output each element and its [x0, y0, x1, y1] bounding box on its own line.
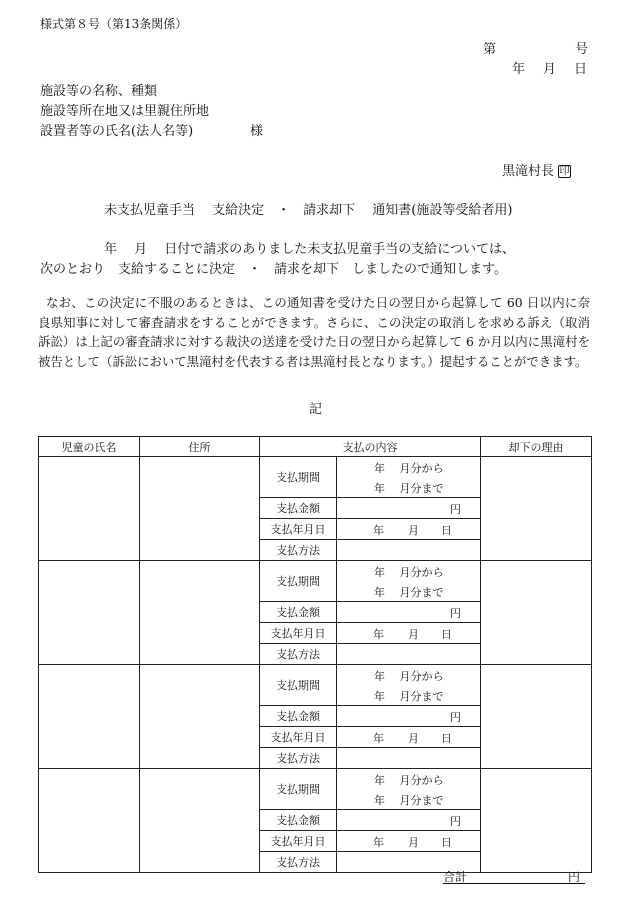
- method-cell[interactable]: [337, 748, 481, 769]
- period-to: 年 月分まで: [374, 794, 444, 807]
- method-label: 支払方法: [260, 852, 337, 873]
- date-day: 日: [574, 62, 588, 77]
- pay-month: 月: [408, 628, 419, 641]
- issuer: [502, 160, 571, 179]
- amount-cell[interactable]: [337, 602, 481, 623]
- child-name-cell[interactable]: [39, 561, 140, 665]
- period-to: 年 月分まで: [374, 586, 444, 599]
- payment-date-cell[interactable]: [337, 727, 481, 748]
- payment-date-cell[interactable]: [337, 831, 481, 852]
- document-title: 未支払児童手当 支給決定 ・ 請求却下 通知書(施設等受給者用): [104, 203, 513, 218]
- method-label: 支払方法: [260, 644, 337, 665]
- method-label: 支払方法: [260, 748, 337, 769]
- amount-cell[interactable]: [337, 498, 481, 519]
- amount-label: 支払金額: [260, 706, 337, 727]
- seal-mark: 印: [559, 166, 570, 177]
- method-cell[interactable]: [337, 540, 481, 561]
- form-number: 様式第８号（第13条関係）: [40, 17, 188, 31]
- period-to: 年 月分まで: [374, 690, 444, 703]
- pay-day: 日: [441, 628, 452, 641]
- yen-unit: 円: [450, 711, 461, 724]
- amount-label: 支払金額: [260, 498, 337, 519]
- pay-year: 年: [373, 628, 384, 641]
- address-cell[interactable]: [140, 457, 260, 561]
- table-row: [39, 457, 592, 478]
- header-rejection-reason: 却下の理由: [481, 437, 592, 457]
- address-cell[interactable]: [140, 561, 260, 665]
- rejection-reason-cell[interactable]: [481, 665, 592, 769]
- appeal-notice: なお、この決定に不服のあるときは、この通知書を受けた日の翌日から起算して 60 日以内に奈良県知事に対して審査請求をすることができます。さらに、この決定の取消しを求める訴え（取消訴訟）は上記の審査請求に対する裁決の送達を受けた日の翌日から起算して 6 か月以内に黒滝村を被告として（訴訟において黒滝村を代表する者は黒滝村長となります。）提起することができます。: [38, 295, 590, 369]
- period-to-cell[interactable]: [337, 581, 481, 602]
- yen-unit: 円: [450, 815, 461, 828]
- pay-day: 日: [441, 836, 452, 849]
- ki-heading: 記: [309, 402, 323, 417]
- intro-line-2: 次のとおり 支給することに決定 ・ 請求を却下 しましたので通知します。: [40, 262, 507, 277]
- date-label: 支払年月日: [260, 519, 337, 540]
- date-month: 月: [543, 62, 557, 77]
- date-label: 支払年月日: [260, 831, 337, 852]
- period-from-cell[interactable]: [337, 769, 481, 790]
- pay-month: 月: [408, 732, 419, 745]
- rejection-reason-cell[interactable]: [481, 769, 592, 873]
- payment-table: [38, 436, 592, 873]
- amount-label: 支払金額: [260, 602, 337, 623]
- pay-year: 年: [373, 732, 384, 745]
- amount-cell[interactable]: [337, 810, 481, 831]
- table-header-row: [39, 437, 592, 457]
- child-name-cell[interactable]: [39, 665, 140, 769]
- table-row: [39, 561, 592, 582]
- pay-month: 月: [408, 524, 419, 537]
- doc-number-dai: 第: [483, 42, 497, 57]
- doc-number-go: 号: [575, 42, 589, 57]
- rejection-reason-cell[interactable]: [481, 457, 592, 561]
- address-cell[interactable]: [140, 769, 260, 873]
- facility-owner: 設置者等の氏名(法人名等): [40, 124, 194, 139]
- period-from: 年 月分から: [374, 462, 444, 475]
- period-label: 支払期間: [260, 561, 337, 602]
- payment-date-cell[interactable]: [337, 623, 481, 644]
- table-row: [39, 769, 592, 790]
- pay-day: 日: [441, 732, 452, 745]
- method-label: 支払方法: [260, 540, 337, 561]
- header-address: 住所: [140, 437, 260, 457]
- issuer-title: 黒滝村長: [502, 164, 555, 179]
- period-label: 支払期間: [260, 457, 337, 498]
- period-from: 年 月分から: [374, 670, 444, 683]
- total-unit: 円: [568, 870, 581, 884]
- pay-year: 年: [373, 836, 384, 849]
- facility-address: 施設等所在地又は里親住所地: [40, 104, 210, 119]
- date-label: 支払年月日: [260, 727, 337, 748]
- period-to: 年 月分まで: [374, 482, 444, 495]
- period-from-cell[interactable]: [337, 665, 481, 686]
- period-to-cell[interactable]: [337, 789, 481, 810]
- pay-year: 年: [373, 524, 384, 537]
- pay-month: 月: [408, 836, 419, 849]
- yen-unit: 円: [450, 503, 461, 516]
- period-from-cell[interactable]: [337, 561, 481, 582]
- address-cell[interactable]: [140, 665, 260, 769]
- total-label: 合計: [443, 870, 468, 884]
- date-label: 支払年月日: [260, 623, 337, 644]
- amount-cell[interactable]: [337, 706, 481, 727]
- header-child-name: 児童の氏名: [39, 437, 140, 457]
- amount-label: 支払金額: [260, 810, 337, 831]
- total-line: [443, 868, 585, 884]
- child-name-cell[interactable]: [39, 457, 140, 561]
- honorific: 様: [250, 124, 264, 139]
- rejection-reason-cell[interactable]: [481, 561, 592, 665]
- period-to-cell[interactable]: [337, 685, 481, 706]
- payment-date-cell[interactable]: [337, 519, 481, 540]
- method-cell[interactable]: [337, 644, 481, 665]
- period-label: 支払期間: [260, 769, 337, 810]
- period-label: 支払期間: [260, 665, 337, 706]
- child-name-cell[interactable]: [39, 769, 140, 873]
- yen-unit: 円: [450, 607, 461, 620]
- pay-day: 日: [441, 524, 452, 537]
- header-payment-details: 支払の内容: [260, 437, 481, 457]
- period-to-cell[interactable]: [337, 477, 481, 498]
- period-from: 年 月分から: [374, 774, 444, 787]
- period-from-cell[interactable]: [337, 457, 481, 478]
- intro-line-1: 年 月 日付で請求のありました未支払児童手当の支給については、: [104, 242, 516, 257]
- table-row: [39, 665, 592, 686]
- date-year: 年: [512, 62, 526, 77]
- period-from: 年 月分から: [374, 566, 444, 579]
- facility-name-type: 施設等の名称、種類: [40, 84, 158, 99]
